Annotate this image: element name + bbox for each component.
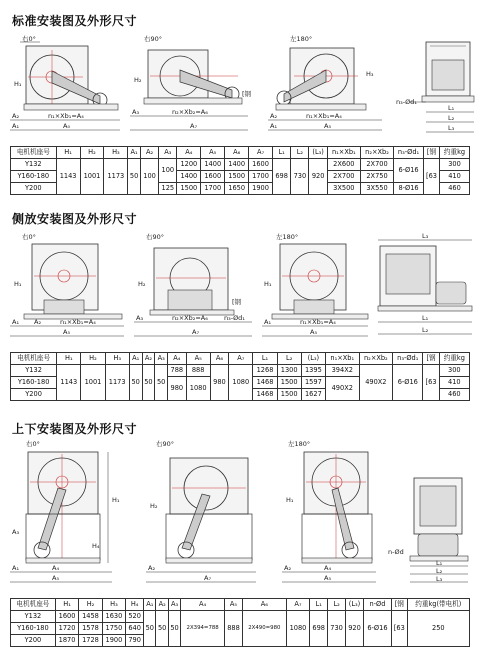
cell-l2: 1500 <box>277 389 301 401</box>
h4-label: H₄ <box>92 542 100 550</box>
l2-label: L₂ <box>448 114 455 122</box>
cell-model: Y200 <box>11 183 57 195</box>
a3-label: A₃ <box>132 108 140 116</box>
cell-a7: 1080 <box>229 365 253 401</box>
cell-n2: 3X550 <box>360 183 393 195</box>
cell-h3: 1750 <box>102 623 125 635</box>
cell-a4: 2X394=788 <box>181 611 225 647</box>
cell-a4: 980 <box>168 377 186 401</box>
th-a7: A₇ <box>229 353 253 365</box>
cell-weight: 410 <box>439 377 469 389</box>
cell-weight: 410 <box>440 171 470 183</box>
cell-l1: 698 <box>310 611 328 647</box>
side-view-right0 <box>8 230 128 342</box>
cell-model: Y200 <box>11 389 57 401</box>
a5-label: A₅ <box>324 122 332 130</box>
th-model: 电机机座号 <box>11 599 56 611</box>
cell-a3: 125 <box>159 183 177 195</box>
l2-label: L₂ <box>422 326 429 334</box>
standard-view-right90 <box>128 32 262 140</box>
th-n2: n₂×Xb₂ <box>360 147 393 159</box>
cell-h3: 1173 <box>105 365 129 401</box>
th-weight: 约重kg <box>440 147 470 159</box>
th-nd: n-Ød <box>363 599 391 611</box>
cell-n3: 6-Ø16 <box>394 159 424 183</box>
cell-a3: 50 <box>155 365 168 401</box>
th-a7: A₇ <box>249 147 273 159</box>
section3-drawings <box>8 438 476 588</box>
cell-l1: 1468 <box>253 377 277 389</box>
cell-a5: 888 <box>225 611 243 647</box>
cell-n3: 6-Ø16 <box>393 365 423 401</box>
a2-label: A₂ <box>284 564 292 572</box>
th-l2: L₂ <box>291 147 309 159</box>
cell-l3: 1627 <box>301 389 325 401</box>
cell-a1: 50 <box>144 611 156 647</box>
th-h3: H₃ <box>104 147 128 159</box>
cell-h2: 1458 <box>79 611 102 623</box>
cell-weight: 300 <box>440 159 470 171</box>
cell-n1: 2X600 <box>327 159 360 171</box>
view-label: 右90° <box>146 233 165 241</box>
cell-a6: 1500 <box>225 171 249 183</box>
th-a3: A₃ <box>168 599 180 611</box>
view-label: 右0° <box>22 233 36 241</box>
section3-title: 上下安装图及外形尺寸 <box>12 422 138 436</box>
th-a1: A₁ <box>144 599 156 611</box>
h2-label: H₂ <box>150 502 158 510</box>
th-a2: A₂ <box>142 353 155 365</box>
cell-n1: 2X700 <box>327 171 360 183</box>
a1-label: A₁ <box>12 122 20 130</box>
cell-model: Y160-180 <box>11 377 57 389</box>
side-spec-table <box>10 352 470 401</box>
standard-view-left180 <box>266 32 390 140</box>
l3-label: L₃ <box>422 232 429 240</box>
a0-label: A₀ <box>63 122 71 130</box>
th-gang: [钢 <box>423 353 439 365</box>
cell-h2: 1001 <box>80 159 104 195</box>
cell-a1: 50 <box>129 365 142 401</box>
a1-label: A₁ <box>264 318 272 326</box>
th-gang: [钢 <box>391 599 407 611</box>
th-l2: L₂ <box>328 599 346 611</box>
cell-weight: 300 <box>439 365 469 377</box>
cell-h1: 1143 <box>57 365 81 401</box>
th-h3: H₃ <box>105 353 129 365</box>
n3-label: n₃-Ød₁ <box>396 98 417 106</box>
a3-label: A₃ <box>12 528 20 536</box>
cell-a6: 2X490=980 <box>242 611 286 647</box>
th-weight: 约重kg(带电机) <box>407 599 469 611</box>
table-header-row <box>11 147 470 159</box>
th-h1: H₁ <box>55 599 78 611</box>
updown-view-left180 <box>280 438 380 588</box>
th-a3: A₃ <box>155 353 168 365</box>
h2-label: H₂ <box>134 76 142 84</box>
th-n1: n₁×Xb₁ <box>325 353 359 365</box>
view-label: 右0° <box>22 35 36 43</box>
th-h1: H₁ <box>57 353 81 365</box>
cell-model: Y200 <box>11 635 56 647</box>
cell-l3: 1395 <box>301 365 325 377</box>
cell-weight: 460 <box>439 389 469 401</box>
a5-label: A₅ <box>324 574 332 582</box>
n2-label: n₂×Xb₂=A₆ <box>172 314 208 322</box>
th-h1: H₁ <box>56 147 80 159</box>
cell-n1: 490X2 <box>325 377 359 401</box>
th-h2: H₂ <box>80 147 104 159</box>
cell-a6: 980 <box>210 365 228 401</box>
l1-label: L₁ <box>422 314 429 322</box>
l3-label: L₃ <box>436 575 443 583</box>
cell-model: Y160-180 <box>11 171 57 183</box>
cell-model: Y132 <box>11 159 57 171</box>
n1-label: n₁×Xb₁=A₄ <box>48 112 84 120</box>
a7-label: A₇ <box>190 122 198 130</box>
h1-label: H₁ <box>286 496 294 504</box>
h2-label: H₂ <box>138 280 146 288</box>
a5-label: A₅ <box>52 574 60 582</box>
th-h2: H₂ <box>79 599 102 611</box>
side-view-right90 <box>132 230 256 342</box>
th-a2: A₂ <box>156 599 168 611</box>
cell-a3: 50 <box>168 611 180 647</box>
cell-gang: [63 <box>423 365 439 401</box>
gang-label: [钢 <box>232 298 242 306</box>
cell-nd: 6-Ø16 <box>363 611 391 647</box>
h1-label: H₁ <box>112 496 120 504</box>
standard-side-view <box>392 32 476 140</box>
th-l1: L₁ <box>310 599 328 611</box>
cell-a4: 788 <box>168 365 186 377</box>
cell-h2: 1001 <box>81 365 105 401</box>
th-l1: L₁ <box>272 147 290 159</box>
th-a6: A₆ <box>210 353 228 365</box>
updown-spec-table <box>10 598 470 647</box>
cell-l2: 1500 <box>277 377 301 389</box>
cell-l1: 1468 <box>253 389 277 401</box>
cell-a2: 50 <box>156 611 168 647</box>
view-label: 左180° <box>276 233 299 241</box>
table-header-row <box>11 599 470 611</box>
th-a1: A₁ <box>129 353 142 365</box>
a7-label: A₇ <box>192 328 200 336</box>
h1-label: H₁ <box>14 280 22 288</box>
cell-a7: 1600 <box>249 159 273 171</box>
section2-drawings <box>8 230 476 342</box>
cell-model: Y132 <box>11 365 57 377</box>
th-a4: A₄ <box>177 147 201 159</box>
cell-a5: 1400 <box>201 159 225 171</box>
view-label: 右0° <box>26 440 40 448</box>
cell-n2: 2X750 <box>360 171 393 183</box>
side-view-left180 <box>260 230 372 342</box>
a1-label: A₁ <box>12 318 20 326</box>
th-a5: A₅ <box>201 147 225 159</box>
l1-label: L₁ <box>436 559 443 567</box>
th-a6: A₆ <box>242 599 286 611</box>
cell-a6: 1650 <box>225 183 249 195</box>
cell-a5: 1600 <box>201 171 225 183</box>
a1-label: A₁ <box>270 122 278 130</box>
nd-label: n-Ød <box>388 548 404 556</box>
th-h4: H₄ <box>126 599 144 611</box>
side-view-profile <box>374 230 476 342</box>
updown-view-right90 <box>144 438 272 588</box>
th-a6: A₆ <box>225 147 249 159</box>
cell-model: Y132 <box>11 611 56 623</box>
cell-a7: 1700 <box>249 171 273 183</box>
th-a2: A₂ <box>140 147 158 159</box>
cell-a3: 100 <box>159 159 177 183</box>
th-l3: (L₃) <box>301 353 325 365</box>
a1-label: A₁ <box>12 564 20 572</box>
cell-h2: 1578 <box>79 623 102 635</box>
table-row <box>11 365 470 377</box>
cell-a7: 1900 <box>249 183 273 195</box>
cell-h3: 1630 <box>102 611 125 623</box>
cell-n2: 490X2 <box>359 365 393 401</box>
section2-title: 侧放安装图及外形尺寸 <box>12 212 138 226</box>
n2-label: n₂×Xb₂=A₆ <box>172 108 208 116</box>
cell-h1: 1720 <box>55 623 78 635</box>
n3-label: n₃-Ød₁ <box>224 314 245 322</box>
table-row <box>11 159 470 171</box>
th-a1: A₁ <box>128 147 141 159</box>
th-n1: n₁×Xb₁ <box>327 147 360 159</box>
a7-label: A₇ <box>204 574 212 582</box>
cell-l3: 920 <box>309 159 327 195</box>
th-a7: A₇ <box>286 599 309 611</box>
a4-label: A₄ <box>52 564 60 572</box>
h1-label: H₁ <box>14 80 22 88</box>
th-weight: 约重kg <box>439 353 469 365</box>
th-h3: H₃ <box>102 599 125 611</box>
cell-h1: 1870 <box>55 635 78 647</box>
th-l3: (L₃) <box>346 599 364 611</box>
cell-l2: 730 <box>328 611 346 647</box>
cell-l3: 1597 <box>301 377 325 389</box>
cell-l3: 920 <box>346 611 364 647</box>
cell-a7: 1080 <box>286 611 309 647</box>
a2-label: A₂ <box>270 112 278 120</box>
updown-view-right0 <box>8 438 134 588</box>
a5-label: A₅ <box>63 328 71 336</box>
cell-a5: 1700 <box>201 183 225 195</box>
cell-h3: 1900 <box>102 635 125 647</box>
a3-label: A₃ <box>136 314 144 322</box>
cell-h4: 790 <box>126 635 144 647</box>
cell-h1: 1143 <box>56 159 80 195</box>
th-a4: A₄ <box>181 599 225 611</box>
cell-a5: 1080 <box>186 377 210 401</box>
cell-a6: 1400 <box>225 159 249 171</box>
cell-n1: 394X2 <box>325 365 359 377</box>
th-gang: [钢 <box>423 147 439 159</box>
cell-weight: 460 <box>440 183 470 195</box>
th-a4: A₄ <box>168 353 186 365</box>
th-n2: n₂×Xb₂ <box>359 353 393 365</box>
th-l2: L₂ <box>277 353 301 365</box>
n1-label: n₁×Xb₁=A₄ <box>60 318 96 326</box>
cell-n1: 3X500 <box>327 183 360 195</box>
th-a3: A₃ <box>159 147 177 159</box>
section1-title: 标准安装图及外形尺寸 <box>12 14 138 28</box>
a2-label: A₂ <box>148 564 156 572</box>
cell-gang: [63 <box>391 611 407 647</box>
th-model: 电机机座号 <box>11 147 57 159</box>
l1-label: L₁ <box>448 104 455 112</box>
th-a5: A₅ <box>225 599 243 611</box>
cell-l1: 698 <box>272 159 290 195</box>
cell-a4: 1500 <box>177 183 201 195</box>
th-model: 电机机座号 <box>11 353 57 365</box>
cell-l2: 730 <box>291 159 309 195</box>
cell-h2: 1728 <box>79 635 102 647</box>
th-a5: A₅ <box>186 353 210 365</box>
cell-h4: 520 <box>126 611 144 623</box>
cell-n2: 2X700 <box>360 159 393 171</box>
cell-gang: [63 <box>423 159 439 195</box>
cell-a2: 50 <box>142 365 155 401</box>
updown-side-profile <box>384 438 476 588</box>
standard-spec-table <box>10 146 470 195</box>
a5-label: A₅ <box>310 328 318 336</box>
section1-drawings <box>8 32 476 140</box>
table-header-row <box>11 353 470 365</box>
cell-a4: 1200 <box>177 159 201 171</box>
n1-label: n₁×Xb₁=A₄ <box>306 112 342 120</box>
n1-label: n₁×Xb₁=A₄ <box>300 318 336 326</box>
cell-a2: 100 <box>140 159 158 195</box>
cell-model: Y160-180 <box>11 623 56 635</box>
th-n3: n₃-Ød₁ <box>393 353 423 365</box>
a4-label: A₄ <box>324 564 332 572</box>
a2-label: A₂ <box>12 112 20 120</box>
table-row <box>11 611 470 623</box>
h1-label: H₁ <box>264 280 272 288</box>
cell-a1: 50 <box>128 159 141 195</box>
h3-label: H₃ <box>366 70 374 78</box>
l2-label: L₂ <box>436 567 443 575</box>
cell-h3: 1173 <box>104 159 128 195</box>
cell-a4: 1400 <box>177 171 201 183</box>
view-label: 右90° <box>156 440 175 448</box>
cell-a5: 888 <box>186 365 210 377</box>
l3-label: L₃ <box>448 124 455 132</box>
gang-label: [钢 <box>242 90 252 98</box>
th-l3: (L₃) <box>309 147 327 159</box>
view-label: 左180° <box>290 35 313 43</box>
cell-h4: 640 <box>126 623 144 635</box>
th-n3: n₃-Ød₁ <box>394 147 424 159</box>
th-h2: H₂ <box>81 353 105 365</box>
cell-n3: 8-Ø16 <box>394 183 424 195</box>
standard-view-right0 <box>8 32 126 140</box>
cell-l2: 1300 <box>277 365 301 377</box>
cell-weight: 250 <box>407 611 469 647</box>
th-l1: L₁ <box>253 353 277 365</box>
view-label: 左180° <box>288 440 311 448</box>
cell-l1: 1268 <box>253 365 277 377</box>
cell-h1: 1600 <box>55 611 78 623</box>
a2-label: A₂ <box>34 318 42 326</box>
view-label: 右90° <box>144 35 163 43</box>
